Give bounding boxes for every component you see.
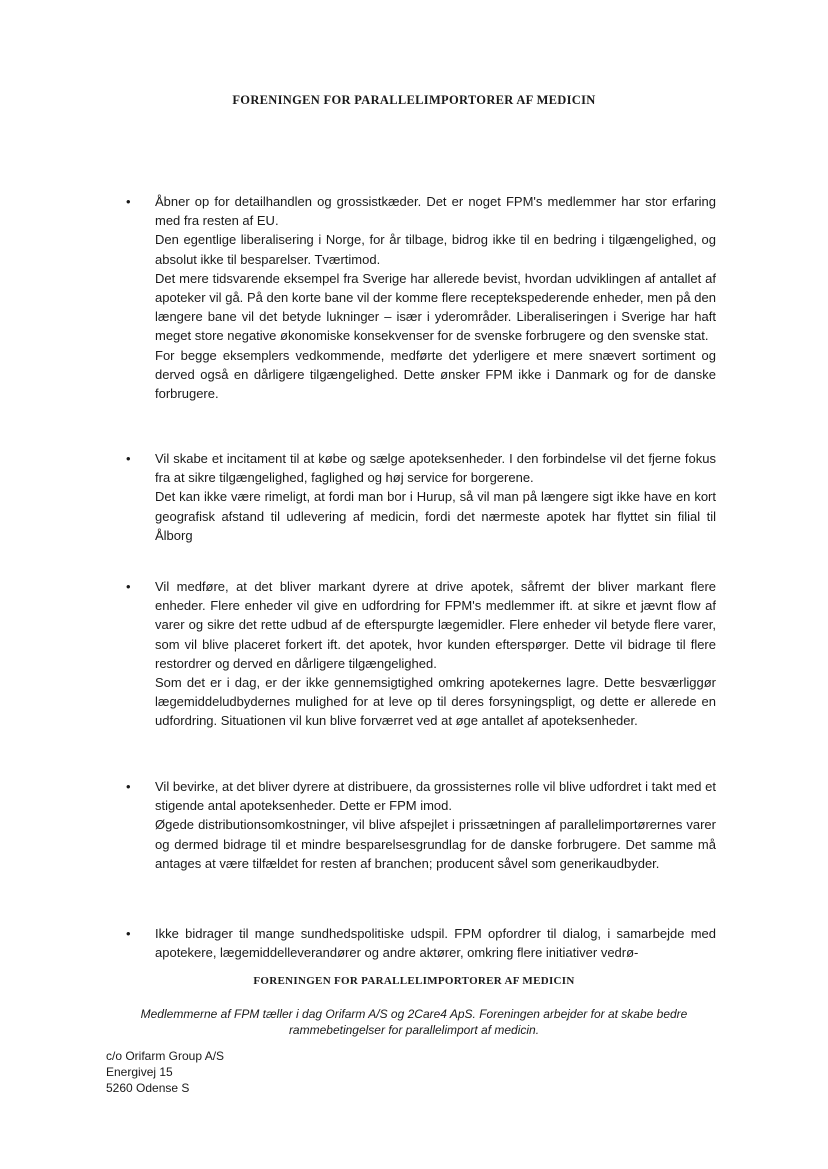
paragraph: Vil medføre, at det bliver markant dyrere at drive apotek, såfremt der bliver markant flere enheder. Flere enheder vil give en udfordring for FPM's medlemmer ift. at sikre et jævnt flow af varer og sikre det rette udbud af de efterspurgte lægemidler. Flere enheder vil betyde flere varer, som vil blive placeret forkert ift. det apotek, hvor kunden efterspørger. Dette vil bidrage til flere restordrer og derved en dårligere tilgængelighed. (155, 579, 716, 671)
address-line: c/o Orifarm Group A/S (106, 1049, 225, 1063)
bullet-icon: • (126, 779, 131, 794)
paragraph: Vil skabe et incitament til at købe og sælge apoteksenheder. I den forbindelse vil det fjerne fokus fra at sikre tilgængelighed, faglighed og høj service for borgerene. (155, 451, 716, 486)
paragraph: Åbner op for detailhandlen og grossistkæder. Det er noget FPM's medlemmer har stor erfaring med fra resten af EU. (155, 194, 716, 229)
paragraph: Vil bevirke, at det bliver dyrere at distribuere, da grossisternes rolle vil blive udfordret i takt med et stigende antal apoteksenheder. Dette er FPM imod. (155, 779, 716, 814)
paragraph: Som det er i dag, er der ikke gennemsigtighed omkring apotekernes lagre. Dette besværliggør lægemiddeludbydernes mulighed for at leve op til deres forsyningspligt, og dette er allerede en udfordring. Situationen vil kun blive forværret ved at øge antallet af apoteksenheder. (155, 675, 716, 729)
paragraph: Det mere tidsvarende eksempel fra Sverige har allerede bevist, hvordan udviklingen af antallet af apoteker vil gå. På den korte bane vil der komme flere receptekspederende enheder, men på den længere bane vil det betyde lukninger – især i yderområder. Liberaliseringen i Sverige har haft meget store negative økonomiske konsekvenser for de svenske forbrugere og den svenske stat. (155, 270, 716, 344)
bullet-item (126, 192, 716, 403)
paragraph: Det kan ikke være rimeligt, at fordi man bor i Hurup, så vil man på længere sigt ikke have en kort geografisk afstand til udlevering af medicin, fordi det nærmeste apotek har flyttet sin filial til Ålborg (155, 489, 716, 543)
footer-title: FORENINGEN FOR PARALLELIMPORTORER AF MEDICIN (253, 975, 575, 987)
bullet-item (126, 577, 716, 731)
bullet-item (126, 449, 716, 545)
footer-address (106, 1048, 224, 1096)
bullet-item (126, 777, 716, 873)
bullet-text (155, 577, 716, 731)
bullet-item (126, 924, 716, 962)
paragraph: Øgede distributionsomkostninger, vil blive afspejlet i prissætningen af parallelimportørernes varer og dermed bidrage til et mindre besparelsesgrundlag for de danske forbrugere. Det samme må antages at være tilfældet for resten af branchen; producent såvel som generikaudbyder. (155, 817, 716, 871)
footer-tagline: Medlemmerne af FPM tæller i dag Orifarm A/S og 2Care4 ApS. Foreningen arbejder for at skabe bedre rammebetingelser for parallelimport af medicin. (140, 1007, 688, 1037)
page-header-title: FORENINGEN FOR PARALLELIMPORTORER AF MEDICIN (232, 93, 596, 107)
bullet-text (155, 192, 716, 403)
address-line: Energivej 15 (106, 1065, 173, 1079)
paragraph: Ikke bidrager til mange sundhedspolitiske udspil. FPM opfordrer til dialog, i samarbejde med apotekere, lægemiddelleverandører og andre aktører, omkring flere initiativer vedrø- (155, 926, 716, 961)
address-line: 5260 Odense S (106, 1081, 190, 1095)
bullet-icon: • (126, 579, 131, 594)
paragraph: Den egentlige liberalisering i Norge, for år tilbage, bidrog ikke til en bedring i tilgængelighed, og absolut ikke til besparelser. Tværtimod. (155, 232, 716, 267)
bullet-icon: • (126, 926, 131, 941)
bullet-icon: • (126, 194, 131, 209)
bullet-text (155, 924, 716, 962)
paragraph: For begge eksemplers vedkommende, medførte det yderligere et mere snævert sortiment og derved også en dårligere tilgængelighed. Dette ønsker FPM ikke i Danmark og for de danske forbrugere. (155, 347, 716, 402)
bullet-text (155, 449, 716, 545)
bullet-text (155, 777, 716, 873)
bullet-icon: • (126, 451, 131, 466)
